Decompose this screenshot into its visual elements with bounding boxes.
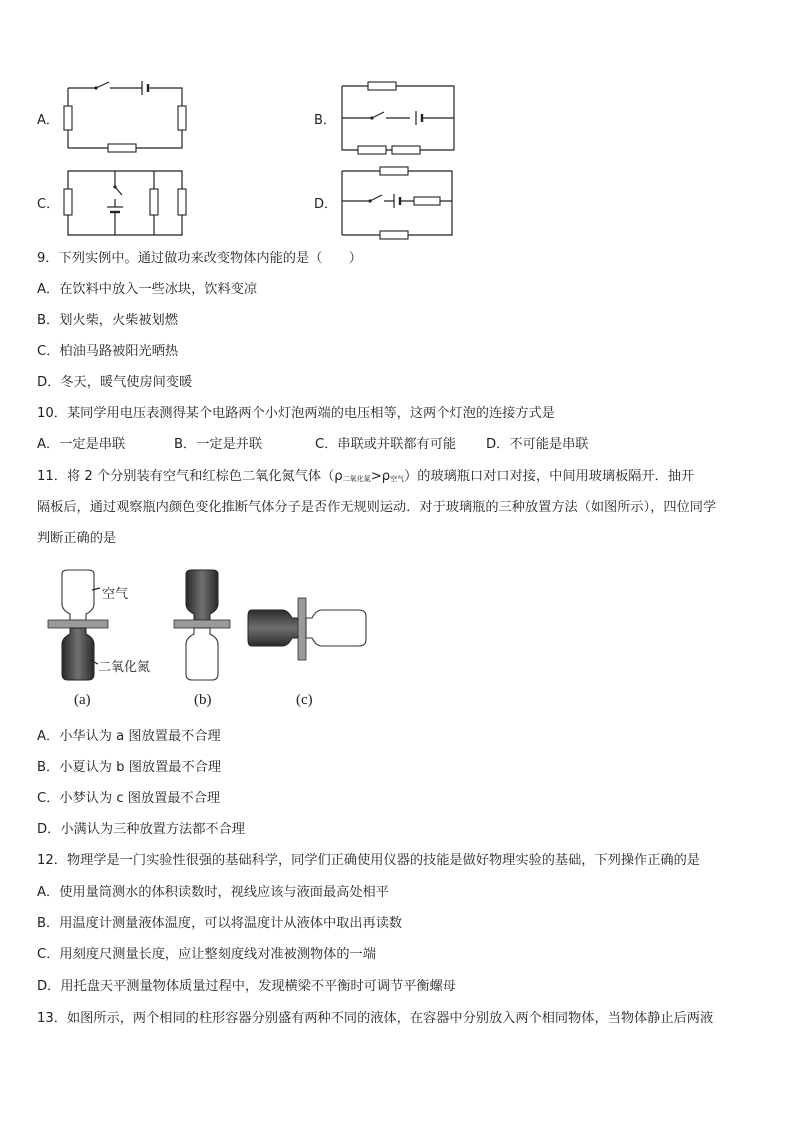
- q12-option-d: D．用托盘天平测量物体质量过程中，发现横梁不平衡时可调节平衡螺母: [37, 979, 456, 994]
- label-air: 空气: [102, 587, 129, 602]
- caption-b: (b): [194, 692, 212, 708]
- bottle-setup-b: [174, 570, 230, 680]
- option-d-label: D．: [314, 197, 338, 212]
- caption-c: (c): [296, 692, 313, 708]
- question-10-stem: 10．某同学用电压表测得某个电路两个小灯泡两端的电压相等，这两个灯泡的连接方式是: [37, 406, 555, 421]
- question-13-stem: 13．如图所示，两个相同的柱形容器分别盛有两种不同的液体，在容器中分别放入两个相同物体，当物体静止后两液: [37, 1011, 714, 1026]
- option-a-label: A．: [37, 113, 59, 128]
- question-12-stem: 12．物理学是一门实验性很强的基础科学，同学们正确使用仪器的技能是做好物理实验的基础，下列操作正确的是: [37, 853, 700, 868]
- q9-option-d: D．冬天，暖气使房间变暖: [37, 375, 193, 390]
- q11-option-c: C．小梦认为 c 图放置最不合理: [37, 791, 221, 806]
- circuit-d-diagram: [336, 163, 458, 243]
- circuit-b-diagram: [336, 78, 458, 158]
- q11-stem-part2: ）的玻璃瓶口对口对接，中间用玻璃板隔开．抽开: [404, 469, 695, 484]
- rho-subscript-no2: 二氧化氮: [342, 475, 371, 483]
- q12-option-c: C．用刻度尺测量长度，应让整刻度线对准被测物体的一端: [37, 947, 376, 962]
- q10-option-d: D．不可能是串联: [486, 437, 589, 452]
- q12-option-b: B．用温度计测量液体温度，可以将温度计从液体中取出再读数: [37, 916, 403, 931]
- q11-stem-part1: 11．将 2 个分别装有空气和红棕色二氧化氮气体（ρ: [37, 469, 343, 484]
- option-c-label: C．: [37, 197, 60, 212]
- label-no2: 二氧化氮: [98, 660, 151, 675]
- q9-option-b: B．划火柴，火柴被划燃: [37, 313, 178, 328]
- gas-diffusion-figure: [40, 568, 380, 708]
- q10-option-c: C．串联或并联都有可能: [315, 437, 457, 452]
- question-11-stem-line1: [37, 468, 694, 488]
- q12-option-a: A．使用量筒测水的体积读数时，视线应该与液面最高处相平: [37, 885, 389, 900]
- q9-option-c: C．柏油马路被阳光晒热: [37, 344, 179, 359]
- q11-rho-mid: >ρ: [370, 469, 391, 484]
- bottle-setup-c: [248, 598, 366, 660]
- question-9-stem: 9．下列实例中。通过做功来改变物体内能的是（ ）: [37, 251, 362, 266]
- q11-option-a: A．小华认为 a 图放置最不合理: [37, 729, 221, 744]
- circuit-a-diagram: [60, 78, 190, 160]
- question-11-stem-line3: 判断正确的是: [37, 531, 117, 546]
- q9-option-a: A．在饮料中放入一些冰块，饮料变凉: [37, 282, 258, 297]
- q10-option-a: A．一定是串联: [37, 437, 126, 452]
- q10-option-b: B．一定是并联: [174, 437, 263, 452]
- option-b-label: B．: [314, 113, 336, 128]
- q11-option-d: D．小满认为三种放置方法都不合理: [37, 822, 245, 837]
- circuit-c-diagram: [60, 163, 190, 243]
- question-11-stem-line2: 隔板后，通过观察瓶内颜色变化推断气体分子是否作无规则运动．对于玻璃瓶的三种放置方法（如图所示），四位同学: [37, 500, 717, 515]
- rho-subscript-air: 空气: [390, 475, 405, 483]
- q11-option-b: B．小夏认为 b 图放置最不合理: [37, 760, 222, 775]
- caption-a: (a): [74, 692, 91, 708]
